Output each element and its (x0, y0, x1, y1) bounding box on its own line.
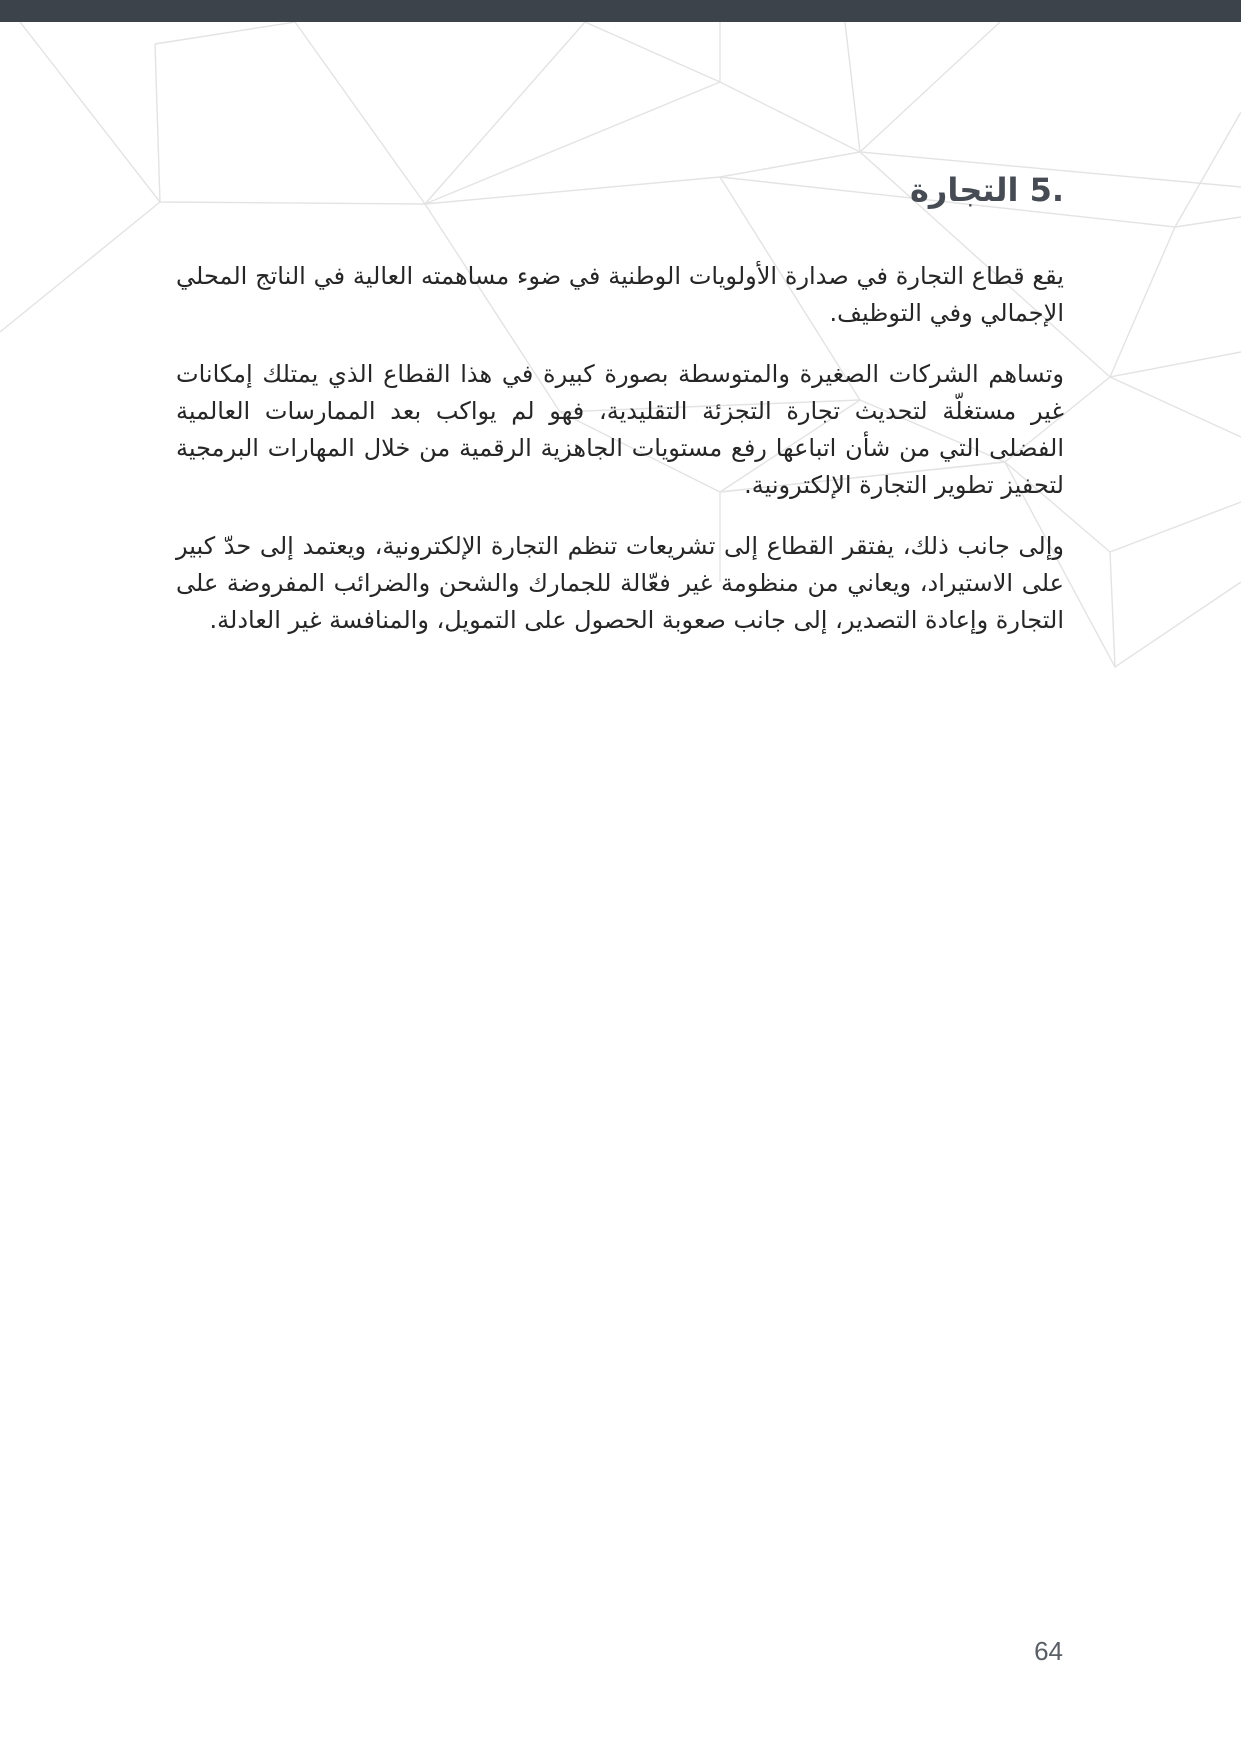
main-content (176, 160, 1064, 663)
section-title: .5 التجارة (910, 171, 1064, 209)
paragraph-challenges: وإلى جانب ذلك، يفتقر القطاع إلى تشريعات تنظم التجارة الإلكترونية، ويعتمد إلى حدّ كبير على الاستيراد، ويعاني من منظومة غير فعّالة للجمارك والشحن والضرائب المفروضة على التجارة وإعادة التصدير، إلى جانب صعوبة الحصول على التمويل، والمنافسة غير العادلة. (176, 532, 1064, 634)
page-number: 64 (1034, 1636, 1063, 1666)
top-bar (0, 0, 1241, 22)
paragraph-sme: وتساهم الشركات الصغيرة والمتوسطة بصورة كبيرة في هذا القطاع الذي يمتلك إمكانات غير مستغلّة لتحديث تجارة التجزئة التقليدية، فهو لم يواكب بعد الممارسات العالمية الفضلى التي من شأن اتباعها رفع مستويات الجاهزية الرقمية من خلال المهارات البرمجية لتحفيز تطوير التجارة الإلكترونية. (176, 360, 1064, 499)
paragraph-intro: يقع قطاع التجارة في صدارة الأولويات الوطنية في ضوء مساهمته العالية في الناتج المحلي الإجمالي وفي التوظيف. (176, 262, 1064, 327)
